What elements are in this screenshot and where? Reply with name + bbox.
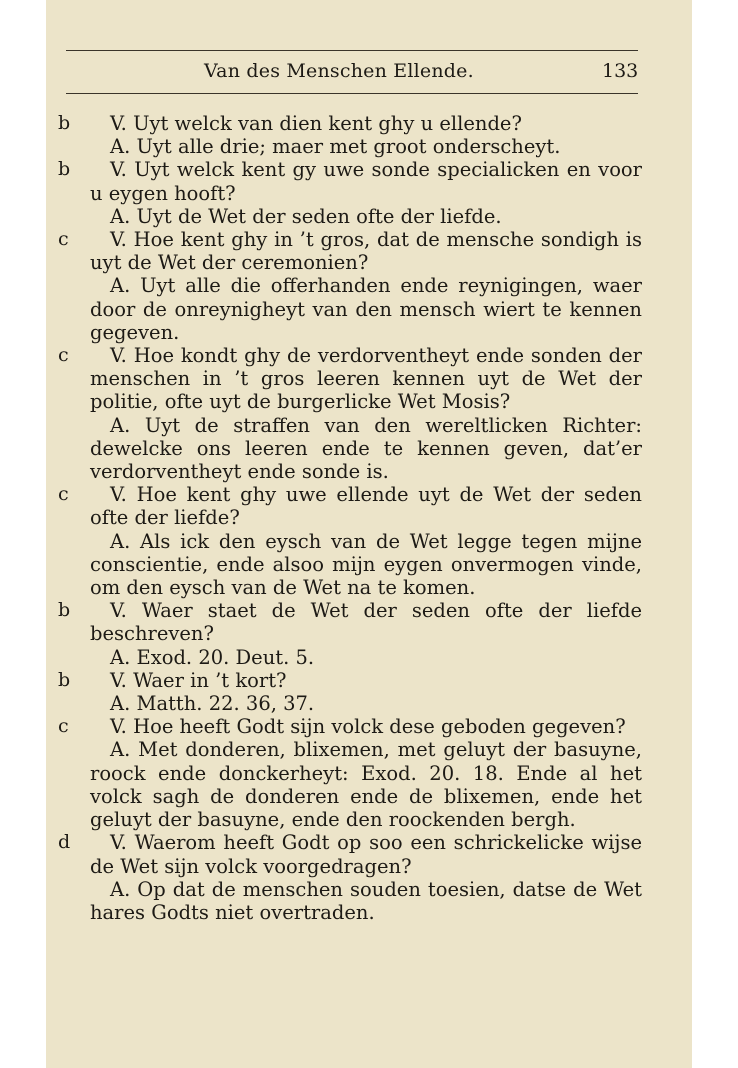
book-page bbox=[46, 0, 692, 1068]
header-top-rule bbox=[66, 50, 638, 51]
question-text: V. Hoe heeft Godt sijn volck dese geboden gegeven? bbox=[110, 715, 626, 739]
answer-text: A. Uyt de straffen van den wereltlicken Richter: dewelcke ons leeren ende te kennen geven, dat’er verdorventheyt ende sonde is. bbox=[90, 413, 642, 484]
answer-text: A. Uyt de Wet der seden ofte der liefde. bbox=[110, 204, 502, 228]
answer bbox=[90, 878, 642, 924]
answer bbox=[90, 135, 642, 158]
catechism-body bbox=[46, 112, 692, 924]
margin-marker: c bbox=[58, 344, 69, 367]
answer bbox=[90, 692, 642, 715]
question-text: V. Hoe kent ghy in ’t gros, dat de mensche sondigh is uyt de Wet der ceremonien? bbox=[90, 228, 642, 275]
question-text: V. Uyt welck van dien kent ghy u ellende? bbox=[110, 112, 522, 135]
page-number: 133 bbox=[602, 60, 639, 82]
answer-text: A. Met donderen, blixemen, met geluyt der basuyne, roock ende donckerheyt: Exod. 20. 18. Ende al het volck sagh de donderen ende de blixemen, ende het geluyt der basuyne, ende den roockenden bergh. bbox=[90, 738, 642, 832]
answer-text: A. Matth. 22. 36, 37. bbox=[110, 692, 315, 716]
answer-text: A. Uyt alle die offerhanden ende reynigingen, waer door de onreynigheyt van den mensch wiert te kennen gegeven. bbox=[90, 274, 642, 344]
margin-marker: b bbox=[58, 599, 71, 622]
answer-text: A. Op dat de menschen souden toesien, datse de Wet hares Godts niet overtraden. bbox=[90, 877, 642, 924]
margin-marker: c bbox=[58, 483, 69, 506]
answer-text: A. Uyt alle drie; maer met groot onderscheyt. bbox=[110, 135, 561, 159]
question bbox=[58, 112, 642, 135]
question bbox=[58, 715, 642, 739]
answer bbox=[90, 646, 642, 669]
question-text: V. Hoe kent ghy uwe ellende uyt de Wet der seden ofte der liefde? bbox=[90, 483, 642, 530]
answer bbox=[90, 414, 642, 484]
header-bottom-rule bbox=[66, 93, 638, 94]
question-text: V. Waerom heeft Godt op soo een schrickelicke wijse de Wet sijn volck voorgedragen? bbox=[90, 831, 642, 878]
question bbox=[58, 344, 642, 414]
margin-marker: c bbox=[58, 228, 69, 251]
answer bbox=[90, 530, 642, 600]
question bbox=[58, 831, 642, 878]
question-text: V. Waer staet de Wet der seden ofte der liefde beschreven? bbox=[90, 599, 642, 646]
question bbox=[58, 228, 642, 275]
answer-text: A. Exod. 20. Deut. 5. bbox=[110, 645, 315, 669]
answer bbox=[90, 274, 642, 344]
question bbox=[58, 158, 642, 205]
question bbox=[58, 599, 642, 646]
margin-marker: d bbox=[58, 831, 71, 854]
margin-marker: c bbox=[58, 715, 69, 738]
question-text: V. Uyt welck kent gy uwe sonde specialicken en voor u eygen hooft? bbox=[90, 158, 642, 205]
margin-marker: b bbox=[58, 112, 71, 134]
question-text: V. Waer in ’t kort? bbox=[110, 668, 287, 692]
answer bbox=[90, 205, 642, 228]
question bbox=[58, 483, 642, 530]
answer-text: A. Als ick den eysch van de Wet legge tegen mijne conscientie, ende alsoo mijn eygen onvermogen vinde, om den eysch van de Wet na te komen. bbox=[90, 529, 642, 600]
margin-marker: b bbox=[58, 668, 71, 691]
answer bbox=[90, 738, 642, 831]
margin-marker: b bbox=[58, 158, 71, 181]
running-header-title: Van des Menschen Ellende. bbox=[204, 60, 474, 82]
question-text: V. Hoe kondt ghy de verdorventheyt ende sonden der menschen in ’t gros leeren kennen uyt de Wet der politie, ofte uyt de burgerlicke Wet Mosis? bbox=[90, 344, 642, 414]
question bbox=[58, 668, 642, 692]
